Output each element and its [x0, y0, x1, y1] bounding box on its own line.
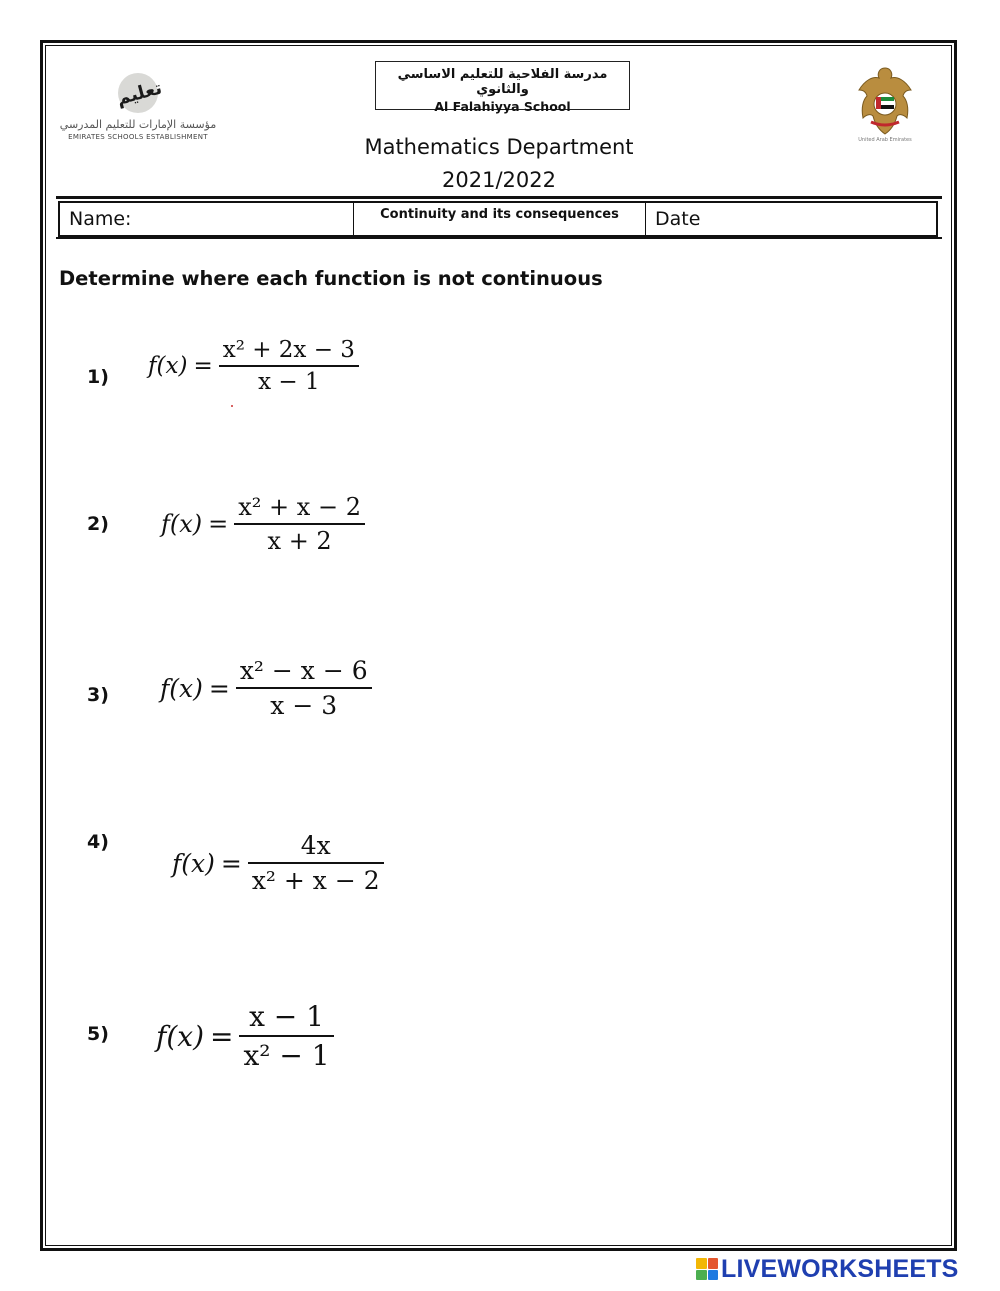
date-field[interactable] [646, 203, 936, 235]
topic-cell [354, 203, 646, 235]
equals-sign: = [193, 353, 213, 379]
question-number: 4) [87, 831, 109, 853]
fraction [239, 1000, 333, 1072]
denominator: x − 1 [258, 369, 320, 395]
fraction [219, 337, 359, 395]
fraction [248, 831, 384, 895]
liveworksheets-brand[interactable] [696, 1256, 959, 1282]
school-name-english: Al Falahiyya School [434, 99, 571, 114]
equals-sign: = [220, 848, 242, 878]
question-number: 2) [87, 513, 109, 535]
denominator: x² + x − 2 [251, 866, 380, 895]
school-name-box [375, 61, 630, 114]
academic-year: 2021/2022 [442, 168, 556, 192]
numerator: x − 1 [249, 1000, 324, 1033]
department-name: Mathematics Department [364, 135, 634, 159]
numerator: 4x [300, 831, 331, 860]
fraction [234, 493, 365, 555]
school-name-arabic: مدرسة الفلاحية للتعليم الاساسي والثانوي [397, 67, 608, 97]
function-name: f(x) [172, 848, 215, 878]
uae-emblem [853, 64, 917, 148]
question-number: 5) [87, 1023, 109, 1045]
equals-sign: = [208, 673, 230, 703]
function-name: f(x) [160, 673, 203, 703]
equation-lhs [161, 510, 234, 538]
question-equation [160, 656, 372, 720]
instruction-text: Determine where each function is not continuous [59, 267, 603, 290]
header-divider [56, 196, 942, 199]
numerator: x² − x − 6 [239, 656, 368, 685]
topic-title: Continuity and its consequences [380, 207, 619, 222]
logo-mark-text: تعليم [114, 77, 165, 110]
taaleem-logo-icon [110, 66, 170, 118]
equation-lhs [160, 674, 236, 703]
function-name: f(x) [161, 510, 203, 538]
equation-lhs [148, 353, 219, 379]
name-field[interactable] [60, 203, 354, 235]
question-equation [172, 831, 384, 895]
student-info-row [58, 201, 938, 237]
question-number: 1) [87, 366, 109, 388]
equals-sign: = [208, 510, 229, 538]
numerator: x² + 2x − 3 [222, 337, 355, 363]
name-label: Name: [69, 208, 132, 230]
emirates-schools-logo [58, 66, 218, 146]
equals-sign: = [210, 1019, 234, 1053]
question-equation [161, 493, 365, 555]
info-row-underline [56, 237, 942, 239]
denominator: x − 3 [270, 691, 338, 720]
date-label: Date [655, 208, 701, 230]
denominator: x² − 1 [243, 1039, 330, 1072]
denominator: x + 2 [267, 527, 332, 555]
department-heading [300, 131, 698, 197]
question-number: 3) [87, 684, 109, 706]
emblem-caption: United Arab Emirates [858, 137, 912, 143]
falcon-emblem-icon [853, 64, 917, 138]
logo-arabic-caption: مؤسسة الإمارات للتعليم المدرسي [59, 118, 217, 131]
fraction [236, 656, 372, 720]
question-equation [156, 1000, 334, 1072]
equation-lhs [172, 849, 248, 878]
question-equation [148, 337, 359, 395]
logo-english-caption: EMIRATES SCHOOLS ESTABLISHMENT [68, 133, 208, 141]
stray-mark [231, 405, 233, 407]
function-name: f(x) [148, 353, 188, 379]
equation-lhs [156, 1020, 239, 1053]
liveworksheets-logo-icon [696, 1258, 718, 1280]
numerator: x² + x − 2 [238, 493, 361, 521]
brand-name: LIVEWORKSHEETS [721, 1254, 959, 1283]
function-name: f(x) [156, 1019, 205, 1053]
